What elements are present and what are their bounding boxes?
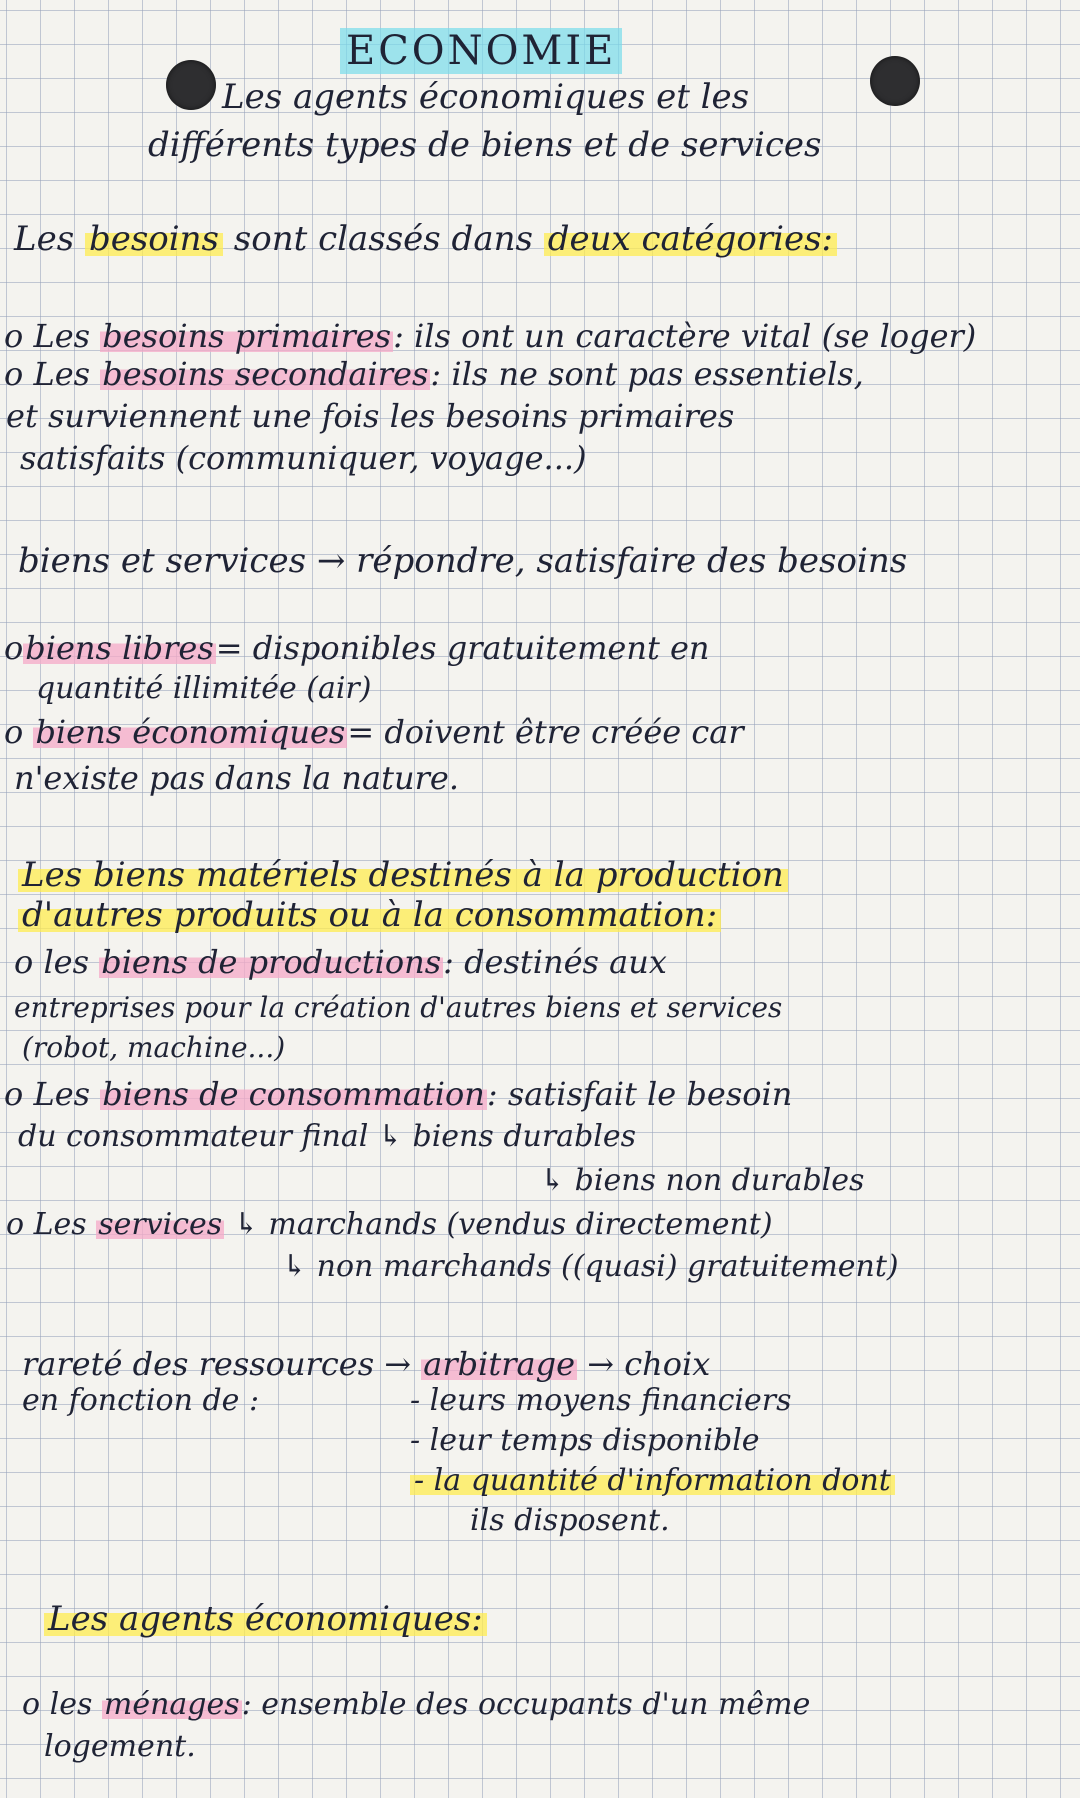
services-marchands: ↳ marchands (vendus directement) bbox=[224, 1207, 773, 1242]
categories-keyword: deux catégories: bbox=[544, 219, 837, 259]
production-keyword: biens de productions bbox=[101, 943, 442, 981]
bullet-production: o les bbox=[14, 943, 100, 981]
rarete-item-3-text: - la quantité d'information dont bbox=[410, 1463, 895, 1498]
biens-services-line: biens et services → répondre, satisfaire des besoins bbox=[18, 541, 908, 581]
production-line-3: (robot, machine...) bbox=[22, 1031, 286, 1064]
bullet-services: o Les bbox=[6, 1207, 97, 1242]
consommation-line-2: du consommateur final ↳ biens durables bbox=[18, 1119, 637, 1154]
biens-libres-item bbox=[4, 630, 710, 667]
rarete-line bbox=[22, 1346, 710, 1383]
biens-economiques-item bbox=[4, 714, 744, 751]
materiels-heading-line-2 bbox=[18, 896, 721, 935]
consommation-definition: : satisfait le besoin bbox=[486, 1075, 793, 1113]
materiels-heading-text-1: Les biens matériels destinés à la production bbox=[18, 855, 788, 895]
subtitle-line-1: Les agents économiques et les bbox=[222, 77, 750, 117]
economiques-line-2: n'existe pas dans la nature. bbox=[14, 759, 459, 797]
besoins-keyword: besoins bbox=[85, 219, 223, 259]
secondaires-line-2: et surviennent une fois les besoins primaires bbox=[6, 397, 735, 435]
binder-hole-right bbox=[870, 56, 920, 106]
page-title-text: ECONOMIE bbox=[340, 28, 622, 74]
agents-heading bbox=[44, 1600, 487, 1639]
rarete-item-1: - leurs moyens financiers bbox=[410, 1383, 792, 1418]
subtitle-line-2: différents types de biens et de services bbox=[148, 125, 822, 165]
bullet-primaires: o Les bbox=[4, 317, 101, 355]
besoins-secondaires-item bbox=[4, 356, 864, 393]
economiques-definition: = doivent être créée car bbox=[347, 713, 744, 751]
besoins-intro-pre: Les bbox=[14, 219, 85, 259]
menages-item bbox=[22, 1688, 810, 1723]
agents-heading-text: Les agents économiques: bbox=[44, 1599, 487, 1639]
secondaires-keyword: besoins secondaires bbox=[102, 355, 429, 393]
bullet-economiques: o bbox=[4, 713, 34, 751]
secondaires-line-3: satisfaits (communiquer, voyage...) bbox=[20, 439, 587, 477]
besoins-intro-mid: sont classés dans bbox=[223, 219, 544, 259]
menages-keyword: ménages bbox=[103, 1687, 240, 1722]
bullet-libres: o bbox=[4, 629, 24, 667]
consommation-line-3: ↳ biens non durables bbox=[540, 1163, 865, 1198]
rarete-item-3-line-2: ils disposent. bbox=[470, 1503, 670, 1538]
rarete-fonction: en fonction de : bbox=[22, 1383, 260, 1418]
secondaires-definition: : ils ne sont pas essentiels, bbox=[430, 355, 864, 393]
services-line-2: ↳ non marchands ((quasi) gratuitement) bbox=[282, 1249, 899, 1284]
biens-consommation-item bbox=[4, 1076, 792, 1113]
materiels-heading-line-1 bbox=[18, 856, 788, 895]
page-title bbox=[340, 28, 622, 74]
services-item bbox=[6, 1208, 773, 1243]
production-definition: : destinés aux bbox=[443, 943, 667, 981]
libres-line-2: quantité illimitée (air) bbox=[36, 671, 372, 706]
menages-definition: : ensemble des occupants d'un même bbox=[241, 1687, 811, 1722]
production-line-2: entreprises pour la création d'autres biens et services bbox=[14, 991, 783, 1024]
libres-definition: = disponibles gratuitement en bbox=[215, 629, 710, 667]
rarete-post: → choix bbox=[577, 1345, 711, 1383]
economiques-keyword: biens économiques bbox=[35, 713, 346, 751]
rarete-item-2: - leur temps disponible bbox=[410, 1423, 760, 1458]
arbitrage-keyword: arbitrage bbox=[423, 1345, 576, 1383]
materiels-heading-text-2: d'autres produits ou à la consommation: bbox=[18, 895, 721, 935]
rarete-item-3 bbox=[410, 1464, 895, 1499]
besoins-intro bbox=[14, 220, 837, 259]
biens-production-item bbox=[14, 944, 667, 981]
primaires-definition: : ils ont un caractère vital (se loger) bbox=[393, 317, 977, 355]
bullet-menages: o les bbox=[22, 1687, 102, 1722]
besoins-primaires-item bbox=[4, 318, 976, 355]
consommation-keyword: biens de consommation bbox=[102, 1075, 485, 1113]
bullet-secondaires: o Les bbox=[4, 355, 101, 393]
binder-hole-left bbox=[166, 60, 216, 110]
primaires-keyword: besoins primaires bbox=[102, 317, 392, 355]
menages-line-2: logement. bbox=[44, 1729, 196, 1764]
services-keyword: services bbox=[98, 1207, 223, 1242]
bullet-consommation: o Les bbox=[4, 1075, 101, 1113]
rarete-pre: rareté des ressources → bbox=[22, 1345, 422, 1383]
libres-keyword: biens libres bbox=[25, 629, 214, 667]
